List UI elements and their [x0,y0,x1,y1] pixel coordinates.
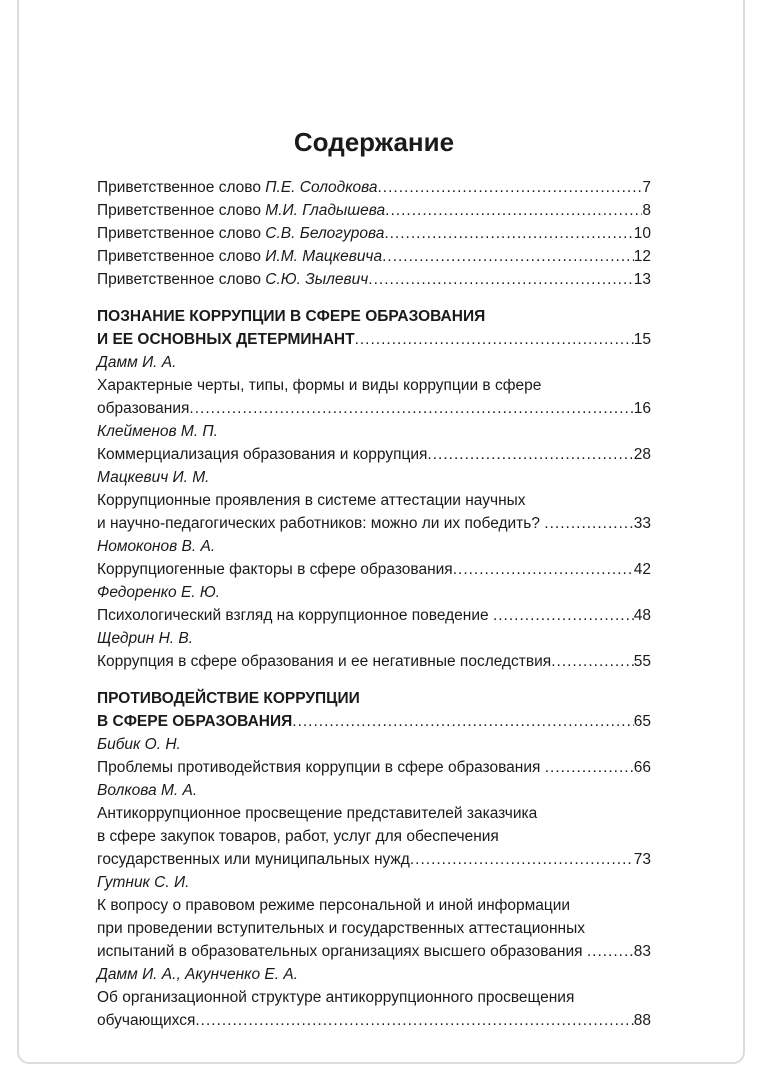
entry-title: К вопросу о правовом режиме персональной и иной информации [97,897,571,914]
toc-row-greeting [97,222,651,245]
section-heading: ПРОТИВОДЕЙСТВИЕ КОРРУПЦИИ [97,690,360,707]
dot-leader [544,512,633,535]
section-heading: ПОЗНАНИЕ КОРРУПЦИИ В СФЕРЕ ОБРАЗОВАНИЯ [97,308,486,325]
toc-row-text [97,650,651,673]
entry-title: и научно-педагогических работников: можно ли их победить? [97,515,545,532]
entry-title: Коррупционные проявления в системе аттестации научных [97,492,526,509]
greeting-author-name: П.Е. Солодкова [265,179,378,196]
toc-row-author [97,733,651,756]
author-name: Дамм И. А. [97,354,177,371]
dot-leader [355,328,634,351]
toc-row-author [97,963,651,986]
entry-title: Об организационной структуре антикоррупционного просвещения [97,989,575,1006]
author-name: Гутник С. И. [97,874,190,891]
entry-title: при проведении вступительных и государственных аттестационных [97,920,585,937]
toc-row-text [97,1009,651,1032]
dot-leader [378,176,643,199]
entry-title: в сфере закупок товаров, работ, услуг для обеспечения [97,828,499,845]
toc-row-author [97,420,651,443]
greeting-prefix: Приветственное слово [97,271,266,288]
toc-row-heading [97,687,651,710]
entry-title: Антикоррупционное просвещение представителей заказчика [97,805,538,822]
page-number: 33 [633,515,651,532]
dot-leader [292,710,633,733]
toc-row-text [97,374,651,397]
toc-row-text [97,825,651,848]
page-number: 55 [633,653,651,670]
dot-leader [551,650,634,673]
entry-title: Коррупциогенные факторы в сфере образования [97,561,453,578]
entry-title: образования [97,400,190,417]
page-number: 13 [633,271,651,288]
toc-row-author [97,627,651,650]
dot-leader [195,1009,633,1032]
toc-row-author [97,871,651,894]
section-heading: В СФЕРЕ ОБРАЗОВАНИЯ [97,713,293,730]
author-name: Бибик О. Н. [97,736,181,753]
toc-row-heading [97,710,651,733]
toc-row-text [97,940,651,963]
toc-row-text [97,558,651,581]
author-name: Федоренко Е. Ю. [97,584,221,601]
dot-leader [427,443,633,466]
toc-row-greeting [97,176,651,199]
author-name: Щедрин Н. В. [97,630,194,647]
dot-leader [384,222,633,245]
toc-row-text [97,848,651,871]
author-name: Мацкевич И. М. [97,469,210,486]
dot-leader [385,199,642,222]
toc-row-author [97,466,651,489]
page-number: 16 [633,400,651,417]
toc-row-greeting [97,268,651,291]
toc-row-text [97,802,651,825]
entry-title: Коррупция в сфере образования и ее негативные последствия [97,653,552,670]
toc-title: Содержание [293,127,455,157]
toc-row-author [97,535,651,558]
toc-row-text [97,917,651,940]
page-number: 65 [633,713,651,730]
toc-row-author [97,351,651,374]
entry-title: Характерные черты, типы, формы и виды коррупции в сфере [97,377,542,394]
page-number: 83 [633,943,651,960]
greeting-prefix: Приветственное слово [97,225,266,242]
toc-row-author [97,779,651,802]
toc-row-text [97,756,651,779]
page-number: 12 [633,248,651,265]
author-name: Номоконов В. А. [97,538,216,555]
toc-row-text [97,397,651,420]
toc-row-text [97,512,651,535]
dot-leader [453,558,634,581]
section-heading: И ЕЕ ОСНОВНЫХ ДЕТЕРМИНАНТ [97,331,355,348]
author-name: Волкова М. А. [97,782,198,799]
toc-row-greeting [97,199,651,222]
author-name: Клейменов М. П. [97,423,218,440]
page-number: 8 [642,202,651,219]
toc-row-text [97,604,651,627]
toc-row-heading [97,328,651,351]
page-number: 15 [633,331,651,348]
page-number: 10 [633,225,651,242]
toc-row-author [97,581,651,604]
entry-title: Психологический взгляд на коррупционное поведение [97,607,493,624]
greeting-prefix: Приветственное слово [97,202,266,219]
page-number: 28 [633,446,651,463]
page-number: 7 [642,179,651,196]
page-number: 66 [633,759,651,776]
dot-leader [382,245,634,268]
toc-list [97,176,651,1032]
entry-title: Коммерциализация образования и коррупция [97,446,428,463]
dot-leader [410,848,634,871]
toc-row-text [97,986,651,1009]
dot-leader [493,604,634,627]
dot-leader [545,756,634,779]
page-number: 73 [633,851,651,868]
greeting-prefix: Приветственное слово [97,248,266,265]
entry-title: Проблемы противодействия коррупции в сфере образования [97,759,545,776]
toc-row-heading [97,305,651,328]
page-number: 88 [633,1012,651,1029]
dot-leader [368,268,633,291]
dot-leader [587,940,634,963]
entry-title: обучающихся [97,1012,196,1029]
entry-title: государственных или муниципальных нужд [97,851,410,868]
greeting-prefix: Приветственное слово [97,179,266,196]
greeting-author-name: С.Ю. Зылевич [265,271,369,288]
author-name: Дамм И. А., Акунченко Е. А. [97,966,299,983]
greeting-author-name: С.В. Белогурова [265,225,385,242]
page-number: 48 [633,607,651,624]
entry-title: испытаний в образовательных организациях высшего образования [97,943,587,960]
dot-leader [189,397,633,420]
toc-row-text [97,894,651,917]
toc-row-text [97,443,651,466]
page-number: 42 [633,561,651,578]
document-page [97,126,651,1032]
toc-row-greeting [97,245,651,268]
greeting-author-name: И.М. Мацкевича [265,248,383,265]
toc-row-text [97,489,651,512]
greeting-author-name: М.И. Гладышева [265,202,386,219]
